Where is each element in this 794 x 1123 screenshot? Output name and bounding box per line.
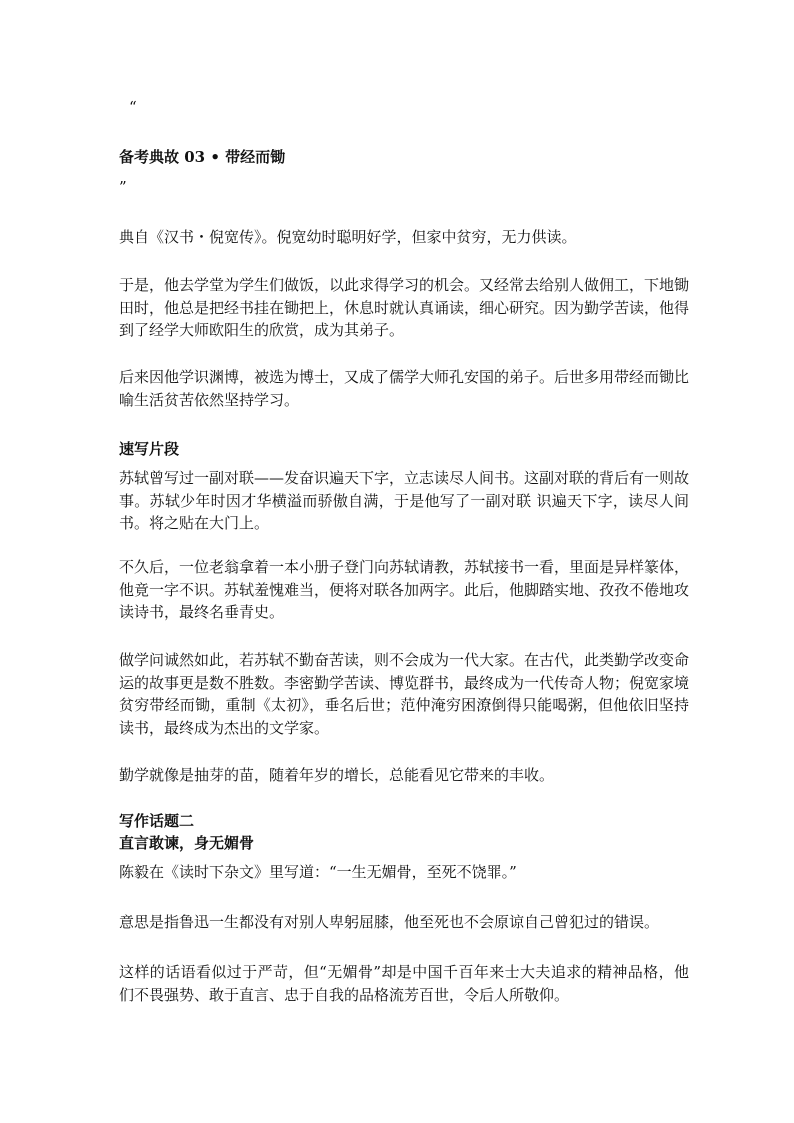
article-paragraph-3: 后来因他学识渊博，被选为博士，又成了儒学大师孔安国的弟子。后世多用带经而锄比喻生活贫苦依然坚持学习。 [119, 368, 690, 409]
topic-paragraph-2: 意思是指鲁迅一生都没有对别人卑躬屈膝，他至死也不会原谅自己曾犯过的错误。 [119, 913, 660, 931]
topic-subheading: 直言敢谏，身无媚骨 [119, 834, 255, 852]
sketch-paragraph-1: 苏轼曾写过一副对联——发奋识遍天下字，立志读尽人间书。这副对联的背后有一则故事。苏轼少年时因才华横溢而骄傲自满，于是他写了一副对联 识遍天下字，读尽人间书。将之贴在大门上。 [119, 469, 690, 532]
article-title: 备考典故 03 • 带经而锄 [119, 148, 286, 166]
topic-paragraph-1: 陈毅在《读时下杂文》里写道：“一生无媚骨，至死不饶罪。” [119, 863, 517, 881]
topic-paragraph-3: 这样的话语看似过于严苛，但“无媚骨”却是中国千百年来士大夫追求的精神品格，他们不畏强势、敢于直言、忠于自我的品格流芳百世，令后人所敬仰。 [119, 963, 689, 1004]
article-paragraph-2: 于是，他去学堂为学生们做饭，以此求得学习的机会。又经常去给别人做佣工，下地锄田时，他总是把经书挂在锄把上，休息时就认真诵读，细心研究。因为勤学苦读，他得到了经学大师欧阳生的欣赏，成为其弟子。 [119, 276, 690, 339]
topic-heading: 写作话题二 [119, 812, 195, 830]
article-paragraph-1: 典自《汉书・倪宽传》。倪宽幼时聪明好学，但家中贫穷，无力供读。 [119, 228, 577, 246]
open-quote-mark: “ [129, 98, 137, 116]
close-quote-mark: ” [119, 178, 127, 196]
sketch-paragraph-2: 不久后，一位老翁拿着一本小册子登门向苏轼请教，苏轼接书一看，里面是异样篆体，他竟一字不识。苏轼羞愧难当，便将对联各加两字。此后，他脚踏实地、孜孜不倦地攻读诗书，最终名垂青史。 [119, 558, 690, 621]
sketch-heading: 速写片段 [119, 440, 180, 458]
sketch-paragraph-3: 做学问诚然如此，若苏轼不勤奋苦读，则不会成为一代大家。在古代，此类勤学改变命运的故事更是数不胜数。李密勤学苦读、博览群书，最终成为一代传奇人物；倪宽家境贫穷带经而锄，重制《太初》，垂名后世；范仲淹穷困潦倒得只能喝粥，但他依旧坚持读书，最终成为杰出的文学家。 [119, 651, 690, 737]
sketch-paragraph-4: 勤学就像是抽芽的苗，随着年岁的增长，总能看见它带来的丰收。 [119, 766, 555, 784]
